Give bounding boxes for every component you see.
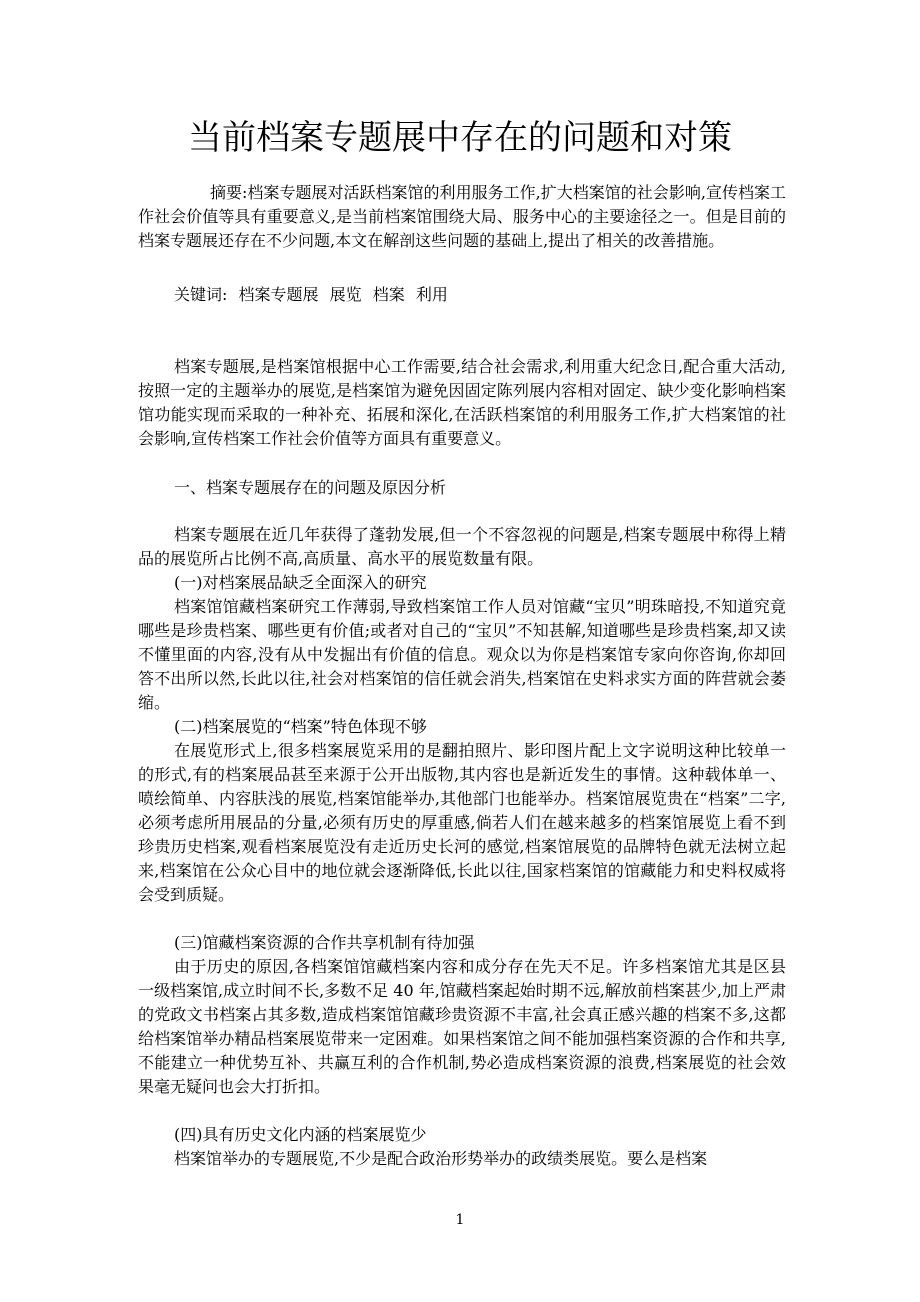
- keyword-item: 展览: [329, 285, 362, 304]
- subsection-paragraph: 档案馆举办的专题展览,不少是配合政治形势举办的政绩类展览。要么是档案: [174, 1149, 708, 1168]
- subsection-heading: (三)馆藏档案资源的合作共享机制有待加强: [174, 933, 475, 952]
- subsection-paragraph: 在展览形式上,很多档案展览采用的是翻拍照片、影印图片配上文字说明这种比较单一的形式,有的档案展品甚至来源于公开出版物,其内容也是新近发生的事情。这种载体单一、喷绘简单、内容肤浅的展览,档案馆能举办,其他部门也能举办。档案馆展览贵在“档案”二字,必须考虑所用展品的分量,必须有历史的厚重感,倘若人们在越来越多的档案馆展览上看不到珍贵历史档案,观看档案展览没有走近历史长河的感觉,档案馆展览的品牌特色就无法树立起来,档案馆在公众心目中的地位就会逐渐降低,长此以往,国家档案馆的馆藏能力和史料权威将会受到质疑。: [138, 741, 786, 904]
- page-number: 1: [455, 1212, 465, 1228]
- subsection-heading: (四)具有历史文化内涵的档案展览少: [174, 1125, 427, 1144]
- document-title: 当前档案专题展中存在的问题和对策: [188, 118, 732, 158]
- keywords-label: 关键词:: [174, 285, 228, 304]
- subsection-heading: (二)档案展览的“档案”特色体现不够: [174, 717, 427, 736]
- keywords-row: [174, 283, 454, 307]
- subsection-paragraph: 由于历史的原因,各档案馆馆藏档案内容和成分存在先天不足。许多档案馆尤其是区县一级档案馆,成立时间不长,多数不足 40 年,馆藏档案起始时期不远,解放前档案甚少,加上严肃的党政文书档案占其多数,造成档案馆馆藏珍贵资源不丰富,社会真正感兴趣的档案不多,这都给档案馆举办精品档案展览带来一定困难。如果档案馆之间不能加强档案资源的合作和共享,不能建立一种优势互补、共赢互利的合作机制,势必造成档案资源的浪费,档案展览的社会效果毫无疑问也会大打折扣。: [138, 957, 786, 1096]
- subsection-paragraph: 档案馆馆藏档案研究工作薄弱,导致档案馆工作人员对馆藏“宝贝”明珠暗投,不知道究竟哪些是珍贵档案、哪些更有价值;或者对自己的“宝贝”不知甚解,知道哪些是珍贵档案,却又读不懂里面的内容,没有从中发掘出有价值的信息。观众以为你是档案馆专家向你咨询,你却回答不出所以然,长此以往,社会对档案馆的信任就会消失,档案馆在史料求实方面的阵营就会萎缩。: [138, 597, 786, 712]
- keyword-item: 档案专题展: [238, 285, 319, 304]
- keyword-item: 档案: [372, 285, 405, 304]
- section-heading: 一、档案专题展存在的问题及原因分析: [174, 478, 447, 497]
- intro-paragraph: 档案专题展,是档案馆根据中心工作需要,结合社会需求,利用重大纪念日,配合重大活动,按照一定的主题举办的展览,是档案馆为避免因固定陈列展内容相对固定、缺少变化影响档案馆功能实现而采取的一种补充、拓展和深化,在活跃档案馆的利用服务工作,扩大档案馆的社会影响,宣传档案工作社会价值等方面具有重要意义。: [138, 357, 786, 448]
- subsection-heading: (一)对档案展品缺乏全面深入的研究: [174, 573, 427, 592]
- abstract-paragraph: 摘要:档案专题展对活跃档案馆的利用服务工作,扩大档案馆的社会影响,宣传档案工作社会价值等具有重要意义,是当前档案馆围绕大局、服务中心的主要途径之一。但是目前的档案专题展还存在不少问题,本文在解剖这些问题的基础上,提出了相关的改善措施。: [138, 183, 786, 250]
- section-intro-paragraph: 档案专题展在近几年获得了蓬勃发展,但一个不容忽视的问题是,档案专题展中称得上精品的展览所占比例不高,高质量、高水平的展览数量有限。: [138, 525, 786, 568]
- keyword-item: 利用: [415, 285, 448, 304]
